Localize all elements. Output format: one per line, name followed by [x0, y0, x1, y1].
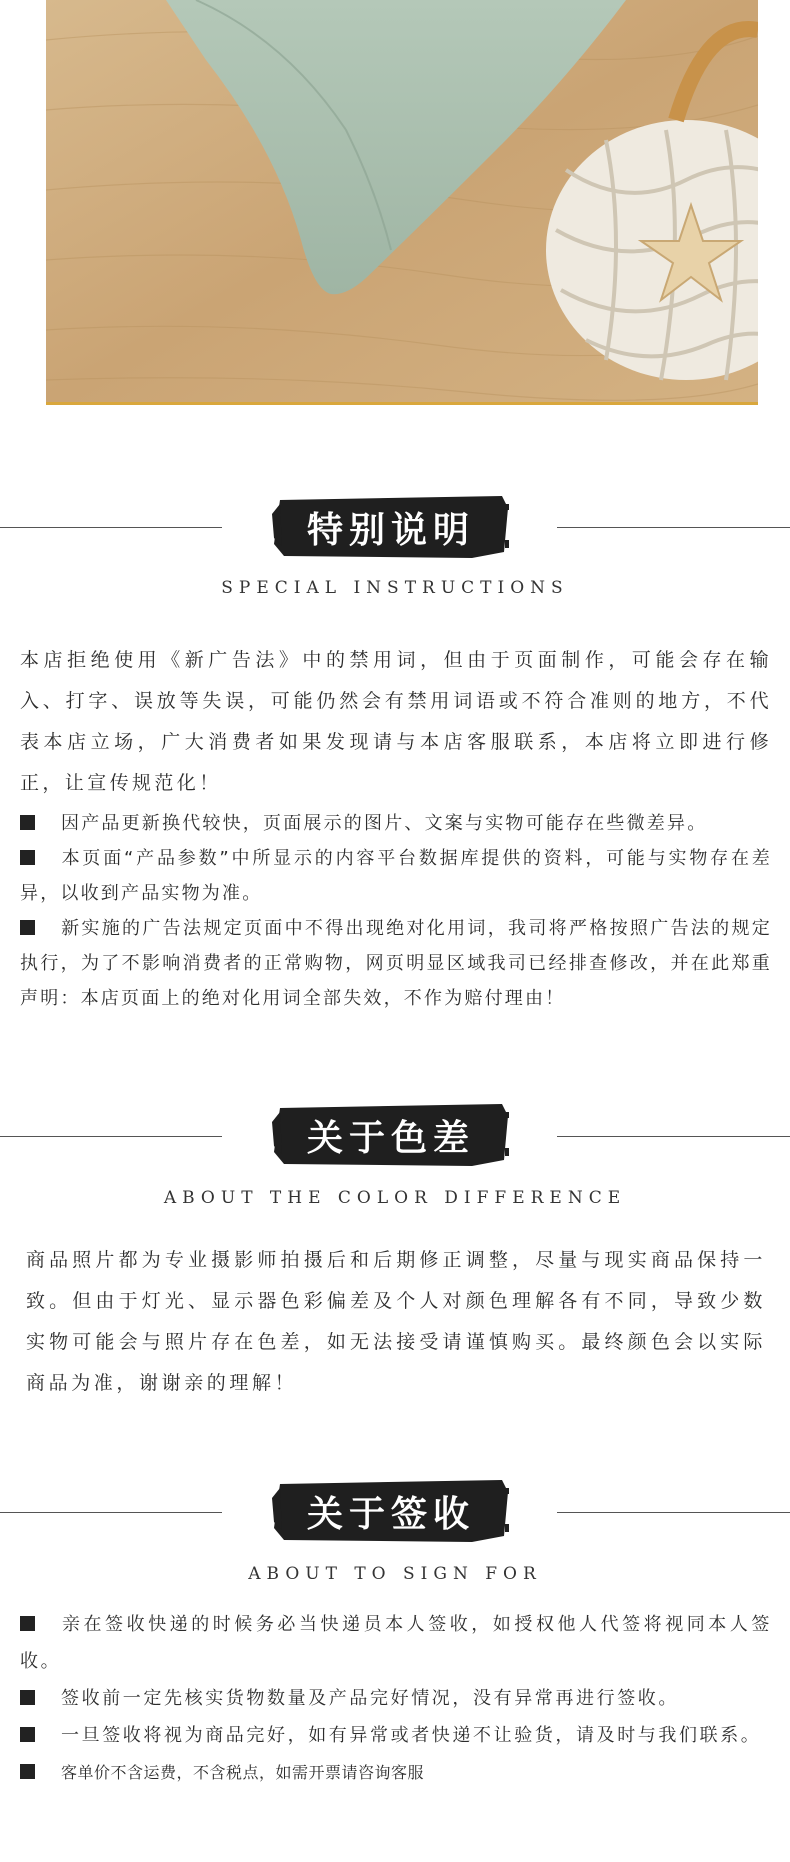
list-item: 客单价不含运费，不含税点，如需开票请咨询客服 [20, 1754, 772, 1791]
bullet-square-icon [20, 1690, 35, 1705]
section-subtitle: SPECIAL INSTRUCTIONS [221, 578, 569, 598]
section-subtitle: ABOUT THE COLOR DIFFERENCE [163, 1188, 627, 1208]
special-items-list [20, 806, 772, 1016]
section-title: 关于签收 [306, 1492, 475, 1535]
product-photo-icon [46, 0, 758, 402]
list-item: 签收前一定先核实货物数量及产品完好情况，没有异常再进行签收。 [20, 1680, 772, 1717]
bullet-square-icon [20, 815, 35, 830]
list-item: 亲在签收快递的时候务必当快递员本人签收，如授权他人代签将视同本人签收。 [20, 1614, 772, 1672]
bullet-square-icon [20, 850, 35, 865]
bullet-square-icon [20, 1727, 35, 1742]
header-rule-right [557, 1512, 790, 1513]
list-item: 新实施的广告法规定页面中不得出现绝对化用词，我司将严格按照广告法的规定执行，为了不影响消费者的正常购物，网页明显区域我司已经排查修改，并在此郑重声明：本店页面上的绝对化用词全部失效，不作为赔付理由！ [20, 918, 772, 1009]
header-rule-left [0, 1512, 222, 1513]
section-title-badge [272, 1102, 510, 1168]
list-item: 因产品更新换代较快，页面展示的图片、文案与实物可能存在些微差异。 [20, 806, 772, 841]
list-item: 本页面“产品参数”中所显示的内容平台数据库提供的资料，可能与实物存在差异，以收到产品实物为准。 [20, 848, 772, 904]
header-rule-left [0, 527, 222, 528]
list-item: 一旦签收将视为商品完好，如有异常或者快递不让验货，请及时与我们联系。 [20, 1717, 772, 1754]
product-photo [46, 0, 758, 405]
bullet-square-icon [20, 920, 35, 935]
section-title: 关于色差 [306, 1116, 475, 1159]
section-title-badge [272, 494, 510, 560]
section-title: 特别说明 [306, 508, 475, 551]
header-rule-right [557, 1136, 790, 1137]
bullet-square-icon [20, 1616, 35, 1631]
bullet-square-icon [20, 1764, 35, 1779]
special-intro-text: 本店拒绝使用《新广告法》中的禁用词，但由于页面制作，可能会存在输入、打字、误放等失误，可能仍然会有禁用词语或不符合准则的地方，不代表本店立场，广大消费者如果发现请与本店客服联系，本店将立即进行修正，让宣传规范化！ [20, 649, 772, 794]
sign-for-items-list [20, 1606, 772, 1791]
section-title-badge [272, 1478, 510, 1544]
color-difference-text: 商品照片都为专业摄影师拍摄后和后期修正调整，尽量与现实商品保持一致。但由于灯光、显示器色彩偏差及个人对颜色理解各有不同，导致少数实物可能会与照片存在色差，如无法接受请谨慎购买。最终颜色会以实际商品为准，谢谢亲的理解！ [26, 1249, 766, 1394]
section-subtitle: ABOUT TO SIGN FOR [248, 1564, 542, 1584]
header-rule-right [557, 527, 790, 528]
header-rule-left [0, 1136, 222, 1137]
